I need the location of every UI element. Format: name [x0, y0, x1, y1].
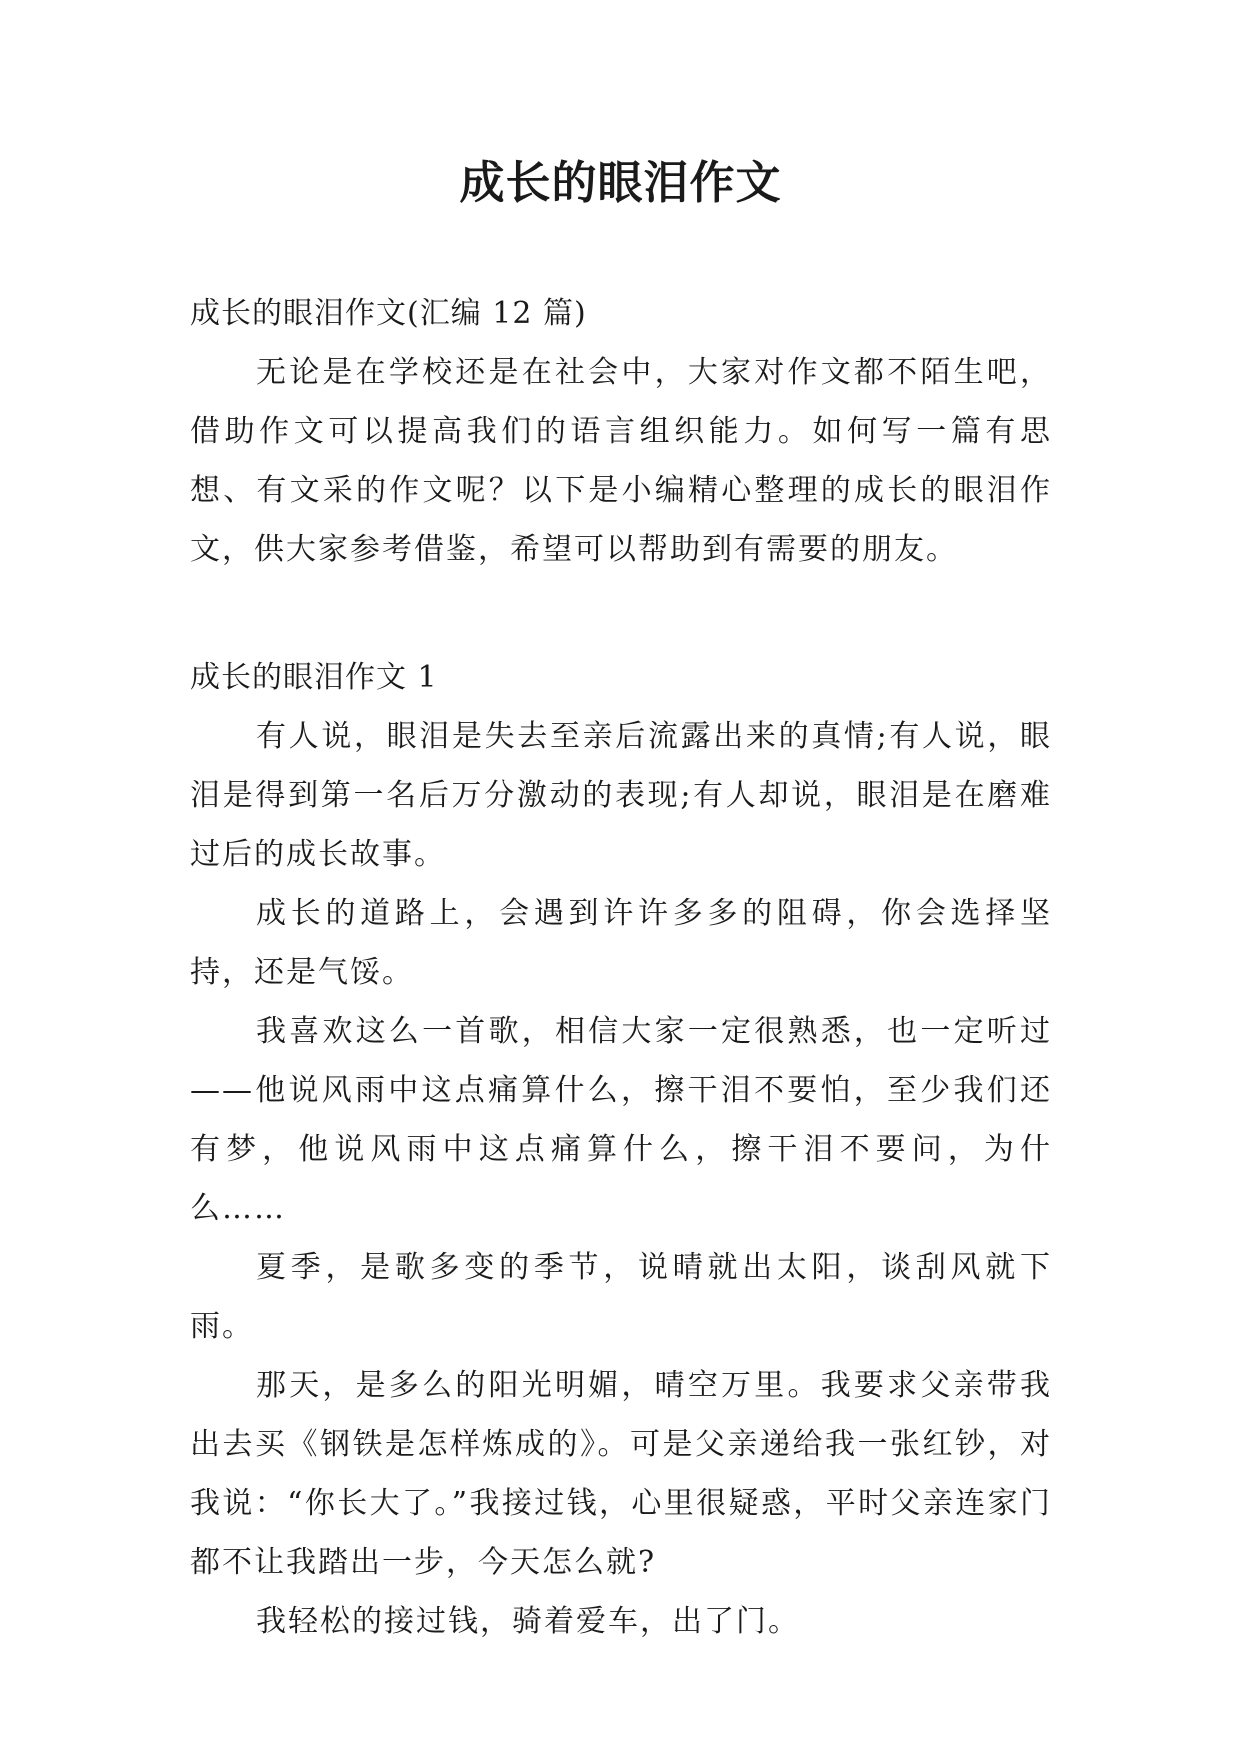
document-title: 成长的眼泪作文 — [459, 156, 782, 209]
body-paragraph: 我喜欢这么一首歌，相信大家一定很熟悉，也一定听过——他说风雨中这点痛算什么，擦干泪不要怕，至少我们还有梦，他说风雨中这点痛算什么，擦干泪不要问，为什么…… — [190, 1014, 1052, 1226]
document-subtitle: 成长的眼泪作文(汇编 12 篇) — [190, 296, 587, 331]
section-heading: 成长的眼泪作文 1 — [190, 660, 438, 695]
body-paragraph: 成长的道路上，会遇到许许多多的阻碍，你会选择坚持，还是气馁。 — [190, 896, 1052, 990]
body-paragraph: 那天，是多么的阳光明媚，晴空万里。我要求父亲带我出去买《钢铁是怎样炼成的》。可是父亲递给我一张红钞，对我说：“你长大了。”我接过钱，心里很疑惑，平时父亲连家门都不让我踏出一步，今天怎么就? — [190, 1368, 1052, 1580]
body-paragraph: 夏季，是歌多变的季节，说晴就出太阳，谈刮风就下雨。 — [190, 1250, 1052, 1344]
intro-paragraph: 无论是在学校还是在社会中，大家对作文都不陌生吧，借助作文可以提高我们的语言组织能力。如何写一篇有思想、有文采的作文呢？以下是小编精心整理的成长的眼泪作文，供大家参考借鉴，希望可以帮助到有需要的朋友。 — [190, 355, 1052, 567]
document-body — [190, 293, 1052, 1651]
body-paragraph: 有人说，眼泪是失去至亲后流露出来的真情;有人说，眼泪是得到第一名后万分激动的表现;有人却说，眼泪是在磨难过后的成长故事。 — [190, 719, 1052, 872]
body-paragraph: 我轻松的接过钱，骑着爱车，出了门。 — [256, 1604, 800, 1639]
